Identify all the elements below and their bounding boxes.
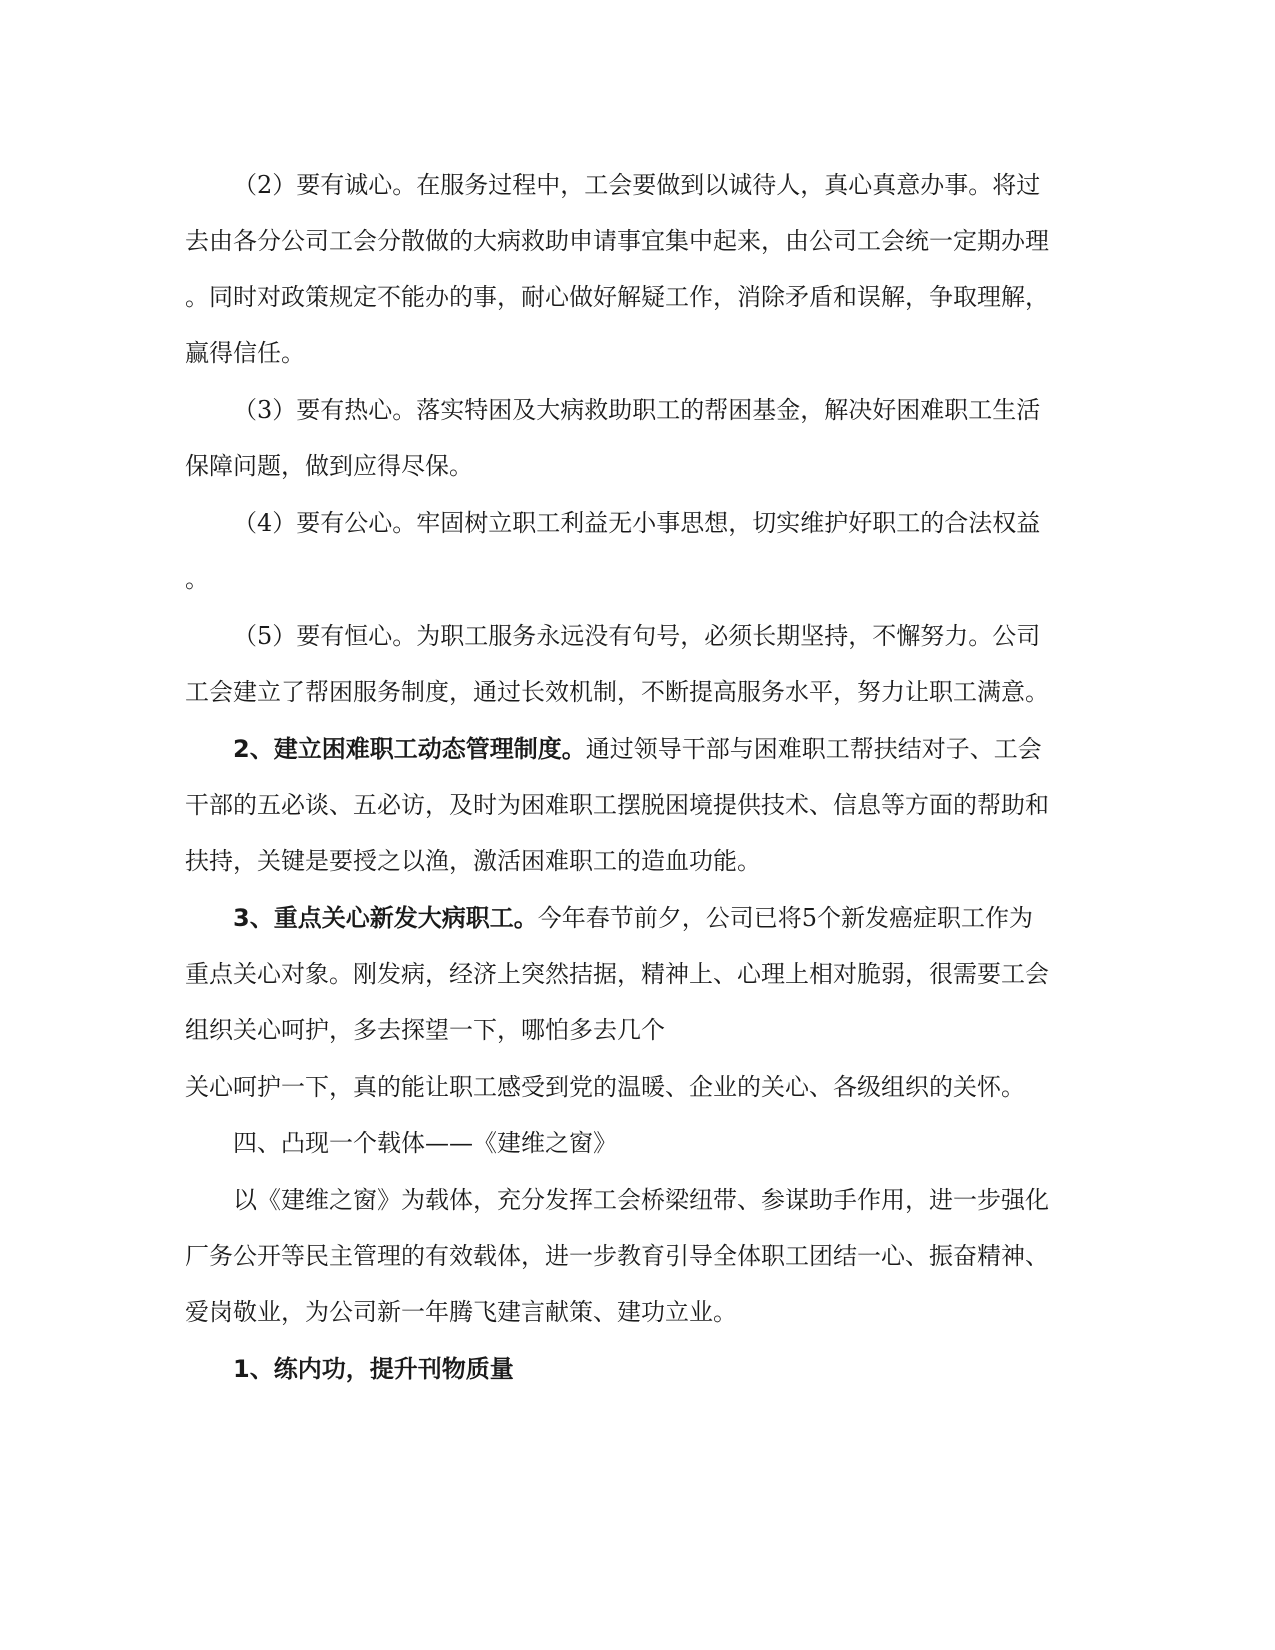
paragraph-line: 爱岗敬业，为公司新一年腾飞建言献策、建功立业。 (185, 1298, 737, 1326)
paragraph-line: 赢得信任。 (185, 339, 305, 367)
paragraph-line: 组织关心呵护，多去探望一下，哪怕多去几个 (185, 1016, 665, 1044)
paragraph-line (233, 903, 1033, 933)
paragraph-line: 扶持，关键是要授之以渔，激活困难职工的造血功能。 (185, 847, 761, 875)
section-title: 四、凸现一个载体——《建维之窗》 (233, 1129, 617, 1157)
paragraph-line: 保障问题，做到应得尽保。 (185, 452, 473, 480)
paragraph-line: 厂务公开等民主管理的有效载体，进一步教育引导全体职工团结一心、振奋精神、 (185, 1242, 1049, 1270)
section-heading: 2、建立困难职工动态管理制度。 (233, 735, 586, 763)
paragraph-line: （5）要有恒心。为职工服务永远没有句号，必须长期坚持，不懈努力。公司 (233, 622, 1041, 650)
paragraph-line: 。 (185, 565, 209, 593)
section-heading: 3、重点关心新发大病职工。 (233, 904, 538, 932)
paragraph-text: 通过领导干部与困难职工帮扶结对子、工会 (585, 735, 1042, 763)
paragraph-line: 去由各分公司工会分散做的大病救助申请事宜集中起来，由公司工会统一定期办理 (185, 227, 1049, 255)
paragraph-line: 重点关心对象。刚发病，经济上突然拮据，精神上、心理上相对脆弱，很需要工会 (185, 960, 1049, 988)
paragraph-line: 以《建维之窗》为载体，充分发挥工会桥梁纽带、参谋助手作用，进一步强化 (233, 1186, 1049, 1214)
section-heading: 1、练内功，提升刊物质量 (233, 1355, 514, 1383)
paragraph-text: 今年春节前夕，公司已将5个新发癌症职工作为 (537, 904, 1033, 932)
paragraph-line (233, 734, 1042, 764)
paragraph-line: 。同时对政策规定不能办的事，耐心做好解疑工作，消除矛盾和误解，争取理解， (185, 283, 1049, 311)
paragraph-line: （4）要有公心。牢固树立职工利益无小事思想，切实维护好职工的合法权益 (233, 509, 1041, 537)
paragraph-line: （2）要有诚心。在服务过程中，工会要做到以诚待人，真心真意办事。将过 (233, 171, 1041, 199)
paragraph-line: 工会建立了帮困服务制度，通过长效机制，不断提高服务水平，努力让职工满意。 (185, 678, 1049, 706)
paragraph-line: 干部的五必谈、五必访，及时为困难职工摆脱困境提供技术、信息等方面的帮助和 (185, 791, 1049, 819)
paragraph-line: 关心呵护一下，真的能让职工感受到党的温暖、企业的关心、各级组织的关怀。 (185, 1073, 1025, 1101)
paragraph-line: （3）要有热心。落实特困及大病救助职工的帮困基金，解决好困难职工生活 (233, 396, 1041, 424)
